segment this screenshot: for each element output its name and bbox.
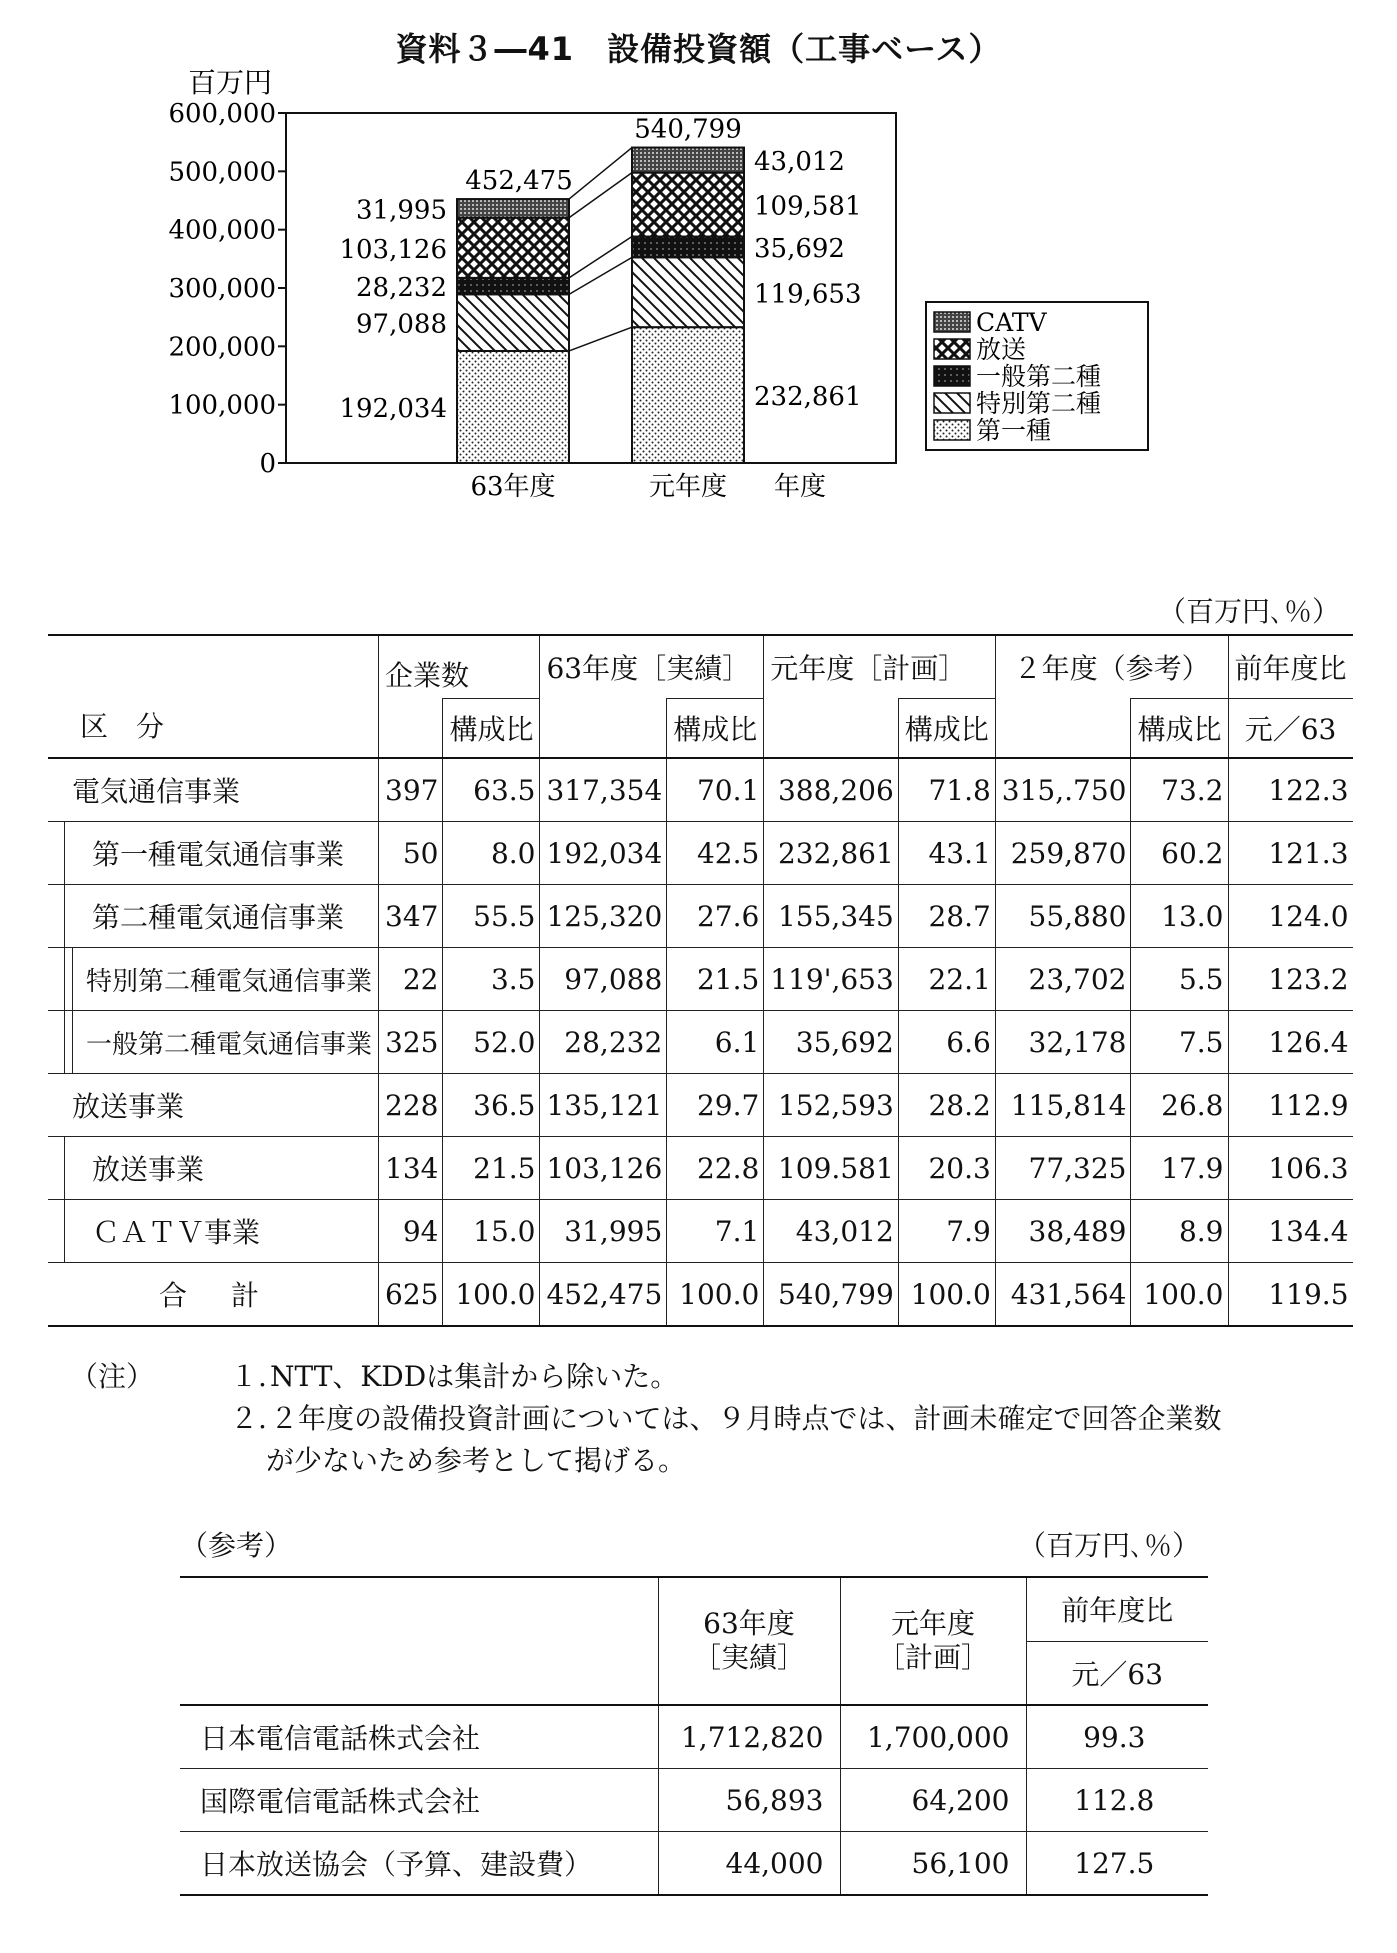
- bar-segment: [632, 173, 744, 237]
- table-cell: 126.4: [1228, 1011, 1353, 1074]
- table-cell: 119',653: [764, 948, 898, 1011]
- table-cell: 63.5: [443, 758, 540, 822]
- reference-title: （参考）: [180, 1529, 293, 1562]
- y-tick-label: 100,000: [168, 390, 276, 421]
- segment-value-label: 31,995: [356, 195, 447, 226]
- row-label: 合 計: [159, 1279, 268, 1312]
- table-row: [48, 758, 1353, 822]
- bar-segment: [457, 294, 569, 351]
- reference-row: [180, 1705, 1208, 1769]
- header-fy63: 63年度［実績］: [540, 635, 764, 699]
- table-cell: 27.6: [667, 885, 764, 948]
- reference-row: [180, 1769, 1208, 1832]
- table-cell: 123.2: [1228, 948, 1353, 1011]
- notes: [70, 1356, 1221, 1482]
- reference-cell: 44,000: [658, 1832, 840, 1896]
- y-tick-label: 600,000: [168, 99, 276, 129]
- bar-segment: [632, 257, 744, 327]
- table-cell: 28.2: [898, 1074, 995, 1137]
- header-ratio: 構成比: [898, 699, 995, 759]
- table-cell: 6.1: [667, 1011, 764, 1074]
- notes-label: （注）: [70, 1360, 155, 1393]
- table-cell: 388,206: [764, 758, 898, 822]
- segment-value-label: 192,034: [339, 393, 447, 424]
- table-cell: 134: [379, 1137, 443, 1200]
- bar-segment: [632, 237, 744, 258]
- page-title: 資料３―41 設備投資額（工事ベース）: [395, 30, 1002, 68]
- header-ratio: 構成比: [667, 699, 764, 759]
- table-cell: 26.8: [1131, 1074, 1228, 1137]
- table-row: [48, 1011, 1353, 1074]
- segment-value-label: 28,232: [356, 273, 447, 304]
- table-cell: 155,345: [764, 885, 898, 948]
- segment-value-label: 109,581: [754, 191, 862, 222]
- bar-segment: [632, 327, 744, 463]
- note-text: NTT、KDDは集計から除いた。: [270, 1360, 679, 1393]
- table-row: [48, 822, 1353, 885]
- table-cell: 192,034: [540, 822, 667, 885]
- table-cell: 103,126: [540, 1137, 667, 1200]
- table-cell: 94: [379, 1200, 443, 1263]
- table-row: [48, 1074, 1353, 1137]
- table-cell: 35,692: [764, 1011, 898, 1074]
- legend-swatch: [934, 312, 970, 332]
- table-cell: 70.1: [667, 758, 764, 822]
- table-cell: 124.0: [1228, 885, 1353, 948]
- segment-value-label: 119,653: [754, 279, 862, 310]
- legend-swatch: [934, 393, 970, 413]
- note-number: １.: [230, 1360, 267, 1393]
- legend-entry-label: CATV: [976, 308, 1047, 337]
- legend-entry-label: 第一種: [976, 416, 1052, 445]
- legend-swatch: [934, 339, 970, 359]
- table-cell: 22.8: [667, 1137, 764, 1200]
- table-cell: 397: [379, 758, 443, 822]
- row-label: 放送事業: [72, 1090, 185, 1123]
- reference-unit-label: （百万円､％）: [1018, 1529, 1201, 1562]
- row-label: 第二種電気通信事業: [92, 901, 345, 934]
- connector-line: [569, 148, 632, 200]
- y-axis: [168, 99, 286, 479]
- table-cell: 17.9: [1131, 1137, 1228, 1200]
- table-cell: 8.9: [1131, 1200, 1228, 1263]
- table-cell: 7.1: [667, 1200, 764, 1263]
- reference-row-label: 日本放送協会（予算、建設費）: [180, 1832, 658, 1896]
- table-cell: 119.5: [1228, 1263, 1353, 1327]
- legend-swatch: [934, 420, 970, 440]
- note-text: ２年度の設備投資計画については、９月時点では、計画未確定で回答企業数: [270, 1402, 1222, 1435]
- table-cell: 100.0: [1131, 1263, 1228, 1327]
- ref-header-fy1-sub: ［計画］: [876, 1641, 989, 1674]
- reference-cell: 64,200: [840, 1769, 1026, 1832]
- bar-total-label: 540,799: [634, 114, 742, 145]
- ref-header-yoy: 前年度比: [1026, 1577, 1208, 1641]
- table-cell: 121.3: [1228, 822, 1353, 885]
- reference-row-label: 国際電信電話株式会社: [180, 1769, 658, 1832]
- x-category-label: 元年度: [648, 472, 728, 502]
- table-cell: 7.9: [898, 1200, 995, 1263]
- segment-value-label: 232,861: [754, 382, 862, 413]
- table-cell: 8.0: [443, 822, 540, 885]
- ref-header-fy63: 63年度: [703, 1607, 795, 1640]
- table-cell: 43,012: [764, 1200, 898, 1263]
- table-cell: 13.0: [1131, 885, 1228, 948]
- table-cell: 125,320: [540, 885, 667, 948]
- legend-swatch: [934, 366, 970, 386]
- connector-line: [569, 257, 632, 294]
- table-cell: 60.2: [1131, 822, 1228, 885]
- connector-lines: [569, 148, 632, 351]
- segment-value-label: 97,088: [356, 309, 447, 340]
- table-cell: 115,814: [995, 1074, 1131, 1137]
- segment-labels: [339, 115, 861, 424]
- x-category-label: 63年度: [470, 472, 556, 502]
- y-tick-label: 0: [259, 449, 276, 479]
- table-cell: 28,232: [540, 1011, 667, 1074]
- table-cell: 3.5: [443, 948, 540, 1011]
- reference-row: [180, 1832, 1208, 1896]
- y-tick-label: 500,000: [168, 157, 276, 188]
- table-cell: 317,354: [540, 758, 667, 822]
- reference-cell: 1,700,000: [840, 1705, 1026, 1769]
- table-cell: 112.9: [1228, 1074, 1353, 1137]
- x-axis-label: 年度: [773, 472, 827, 502]
- table-cell: 540,799: [764, 1263, 898, 1327]
- investment-table: [48, 634, 1353, 1327]
- note-text: が少ないため参考として掲げる。: [266, 1444, 687, 1477]
- reference-cell: 99.3: [1026, 1705, 1208, 1769]
- table-cell: 71.8: [898, 758, 995, 822]
- header-kubun: 区 分: [48, 635, 379, 758]
- table-cell: 315,.750: [995, 758, 1131, 822]
- table-cell: 100.0: [898, 1263, 995, 1327]
- header-fy1: 元年度［計画］: [764, 635, 996, 699]
- bar-segment: [632, 148, 744, 173]
- table-cell: 21.5: [667, 948, 764, 1011]
- table-cell: 38,489: [995, 1200, 1131, 1263]
- y-tick-label: 300,000: [168, 274, 276, 304]
- y-tick-label: 200,000: [168, 332, 276, 363]
- reference-cell: 1,712,820: [658, 1705, 840, 1769]
- table-cell: 347: [379, 885, 443, 948]
- table-cell: 21.5: [443, 1137, 540, 1200]
- bar-total-label: 452,475: [465, 166, 573, 197]
- reference-cell: 56,100: [840, 1832, 1026, 1896]
- table-row: [48, 948, 1353, 1011]
- header-companies: 企業数: [379, 635, 540, 699]
- y-tick-label: 400,000: [168, 215, 276, 246]
- row-label: 電気通信事業: [72, 775, 241, 808]
- table-cell: 135,121: [540, 1074, 667, 1137]
- table-unit-label: （百万円､％）: [1158, 595, 1341, 628]
- stacked-bar-chart: [0, 0, 1397, 520]
- table-cell: 625: [379, 1263, 443, 1327]
- header-ratio: 構成比: [1131, 699, 1228, 759]
- ref-header-yoy-sub: 元／63: [1026, 1641, 1208, 1705]
- table-cell: 77,325: [995, 1137, 1131, 1200]
- row-label: 一般第二種電気通信事業: [86, 1029, 373, 1060]
- table-cell: 431,564: [995, 1263, 1131, 1327]
- x-labels: [470, 472, 826, 502]
- table-cell: 31,995: [540, 1200, 667, 1263]
- table-cell: 50: [379, 822, 443, 885]
- segment-value-label: 35,692: [754, 233, 845, 264]
- table-cell: 73.2: [1131, 758, 1228, 822]
- header-fy2: ２年度（参考）: [995, 635, 1228, 699]
- y-unit-label: 百万円: [188, 66, 273, 99]
- table-cell: 232,861: [764, 822, 898, 885]
- reference-row-label: 日本電信電話株式会社: [180, 1705, 658, 1769]
- table-cell: 29.7: [667, 1074, 764, 1137]
- table-cell: 325: [379, 1011, 443, 1074]
- table-cell: 100.0: [443, 1263, 540, 1327]
- table-cell: 228: [379, 1074, 443, 1137]
- bar-segment: [457, 218, 569, 278]
- table-cell: 55,880: [995, 885, 1131, 948]
- reference-cell: 56,893: [658, 1769, 840, 1832]
- table-cell: 97,088: [540, 948, 667, 1011]
- row-label: 第一種電気通信事業: [92, 838, 345, 871]
- table-cell: 452,475: [540, 1263, 667, 1327]
- table-cell: 36.5: [443, 1074, 540, 1137]
- table-row: [48, 1263, 1353, 1327]
- row-label: ＣＡＴＶ事業: [92, 1216, 261, 1249]
- legend-entry-label: 放送: [976, 335, 1027, 364]
- table-cell: 43.1: [898, 822, 995, 885]
- segment-value-label: 103,126: [339, 234, 447, 265]
- table-cell: 134.4: [1228, 1200, 1353, 1263]
- bar-segment: [457, 199, 569, 218]
- row-label: 放送事業: [92, 1153, 205, 1186]
- note-number: ２.: [230, 1402, 267, 1435]
- legend-entry-label: 一般第二種: [976, 362, 1102, 391]
- reference-cell: 112.8: [1026, 1769, 1208, 1832]
- table-cell: 22: [379, 948, 443, 1011]
- table-row: [48, 1137, 1353, 1200]
- header-ratio: 構成比: [443, 699, 540, 759]
- table-cell: 259,870: [995, 822, 1131, 885]
- table-cell: 106.3: [1228, 1137, 1353, 1200]
- connector-line: [569, 327, 632, 351]
- table-cell: 32,178: [995, 1011, 1131, 1074]
- ref-header-fy63-sub: ［実績］: [692, 1641, 805, 1674]
- header-yoy: 前年度比: [1228, 635, 1353, 699]
- table-row: [48, 885, 1353, 948]
- table-cell: 122.3: [1228, 758, 1353, 822]
- table-cell: 55.5: [443, 885, 540, 948]
- table-cell: 6.6: [898, 1011, 995, 1074]
- connector-line: [569, 173, 632, 218]
- table-cell: 7.5: [1131, 1011, 1228, 1074]
- connector-line: [569, 237, 632, 278]
- table-cell: 23,702: [995, 948, 1131, 1011]
- bar-segment: [457, 351, 569, 463]
- header-yoy-sub: 元／63: [1228, 699, 1353, 759]
- table-cell: 42.5: [667, 822, 764, 885]
- table-cell: 52.0: [443, 1011, 540, 1074]
- row-label: 特別第二種電気通信事業: [86, 966, 373, 997]
- table-cell: 22.1: [898, 948, 995, 1011]
- table-cell: 5.5: [1131, 948, 1228, 1011]
- table-cell: 100.0: [667, 1263, 764, 1327]
- table-cell: 28.7: [898, 885, 995, 948]
- ref-header-fy1: 元年度: [890, 1607, 975, 1640]
- table-row: [48, 1200, 1353, 1263]
- table-cell: 20.3: [898, 1137, 995, 1200]
- table-cell: 109.581: [764, 1137, 898, 1200]
- table-cell: 152,593: [764, 1074, 898, 1137]
- legend-entry-label: 特別第二種: [976, 389, 1102, 418]
- bar-segment: [457, 278, 569, 294]
- reference-cell: 127.5: [1026, 1832, 1208, 1896]
- reference-table: [180, 1576, 1208, 1896]
- legend: [926, 302, 1148, 450]
- table-cell: 15.0: [443, 1200, 540, 1263]
- segment-value-label: 43,012: [754, 147, 845, 178]
